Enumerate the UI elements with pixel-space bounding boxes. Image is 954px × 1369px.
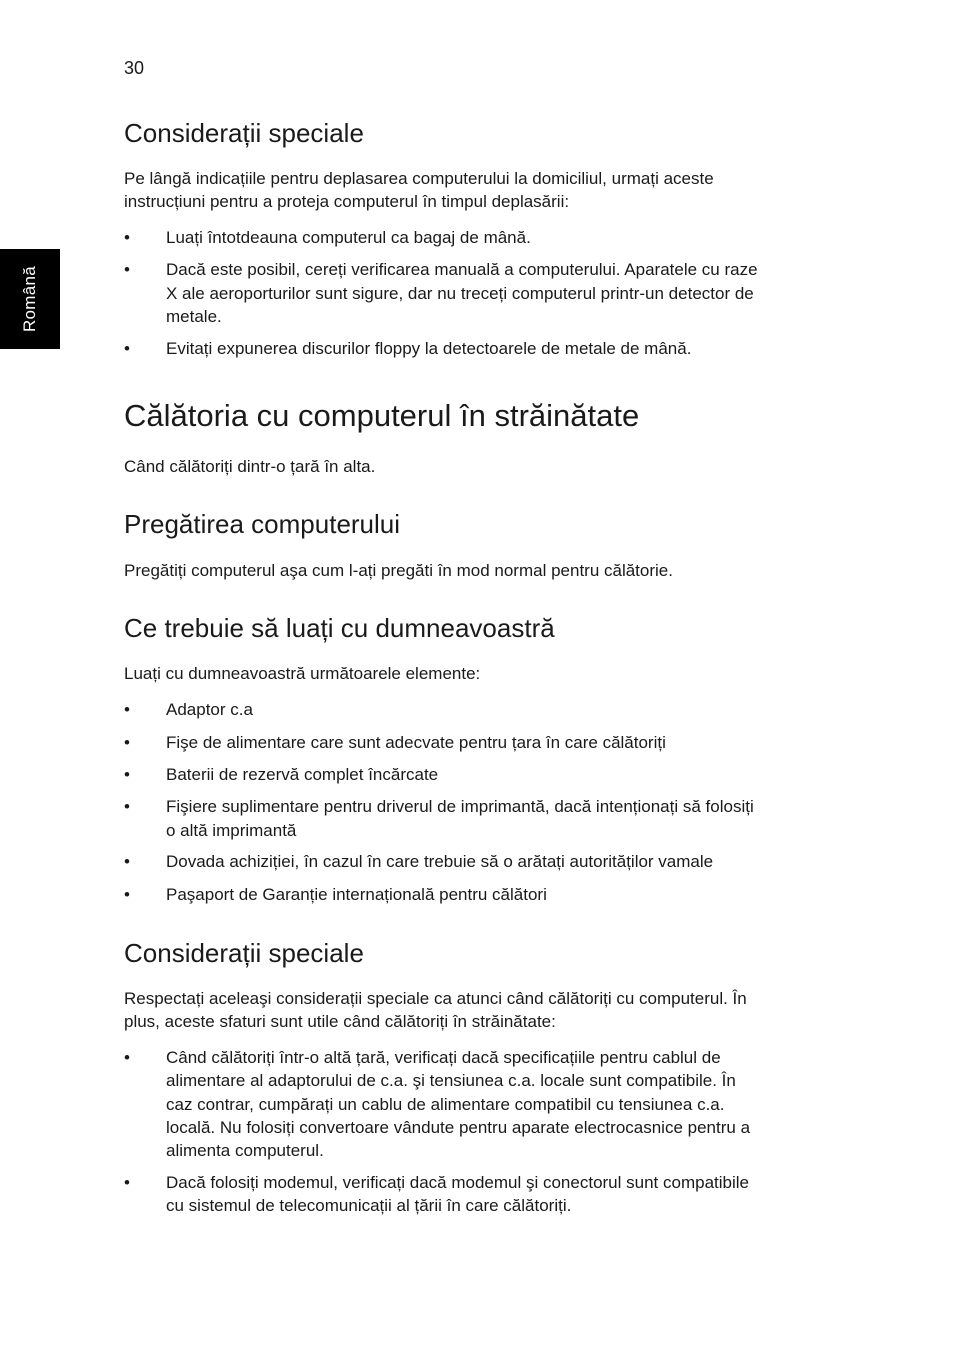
list-item-line: Când călătoriți într-o altă țară, verificați dacă specificațiile pentru cablul de [166,1048,721,1067]
list-item-line: Dacă folosiți modemul, verificați dacă modemul şi conectorul sunt compatibile [166,1173,749,1192]
paragraph-line: plus, aceste sfaturi sunt utile când călătoriți în străinătate: [124,1012,556,1031]
list-item-line: Fişe de alimentare care sunt adecvate pentru țara în care călătoriți [166,733,666,752]
list-item-line: X ale aeroporturilor sunt sigure, dar nu treceți computerul printr-un detector de [166,284,754,303]
bullet-marker: • [124,852,130,871]
bullet-marker: • [124,700,130,719]
list-item-line: Fişiere suplimentare pentru driverul de imprimantă, dacă intenționați să folosiți [166,797,754,816]
bullet-marker: • [124,797,130,816]
list-item-line: Dovada achiziției, în cazul în care trebuie să o arătați autorităților vamale [166,852,714,871]
bullet-marker: • [124,1173,130,1192]
section-heading: Considerații speciale [124,938,364,968]
paragraph-line: Pe lângă indicațiile pentru deplasarea computerului la domiciliul, urmați aceste [124,169,714,188]
bullet-marker: • [124,1048,130,1067]
list-item-line: o altă imprimantă [166,821,297,840]
page-number: 30 [124,58,145,78]
list-item-line: Dacă este posibil, cereți verificarea manuală a computerului. Aparatele cu raze [166,260,758,279]
language-label: Română [20,265,39,333]
paragraph-line: Luați cu dumneavoastră următoarele elemente: [124,664,481,683]
list-item-line: metale. [166,307,222,326]
section-heading: Ce trebuie să luați cu dumneavoastră [124,613,555,643]
language-side-tab [0,249,60,349]
list-item-line: alimenta computerul. [166,1141,324,1160]
list-item-line: caz contrar, cumpărați un cablu de alimentare compatibil cu tensiunea c.a. [166,1095,725,1114]
bullet-marker: • [124,260,130,279]
list-item-line: cu sistemul de telecomunicații al țării în care călătoriți. [166,1196,572,1215]
paragraph-line: Pregătiți computerul aşa cum l-ați pregăti în mod normal pentru călătorie. [124,561,673,580]
list-item-line: Adaptor c.a [166,700,253,719]
paragraph-line: instrucțiuni pentru a proteja computerul în timpul deplasării: [124,192,570,211]
list-item-line: Luați întotdeauna computerul ca bagaj de mână. [166,228,531,247]
list-item-line: Paşaport de Garanție internațională pentru călători [166,885,547,904]
paragraph-line: Respectați aceleaşi considerații speciale ca atunci când călătoriți cu computerul. În [124,989,747,1008]
paragraph-line: Când călătoriți dintr-o țară în alta. [124,457,376,476]
page-title: Călătoria cu computerul în străinătate [124,398,640,433]
list-item-line: Evitați expunerea discurilor floppy la detectoarele de metale de mână. [166,339,692,358]
list-item-line: Baterii de rezervă complet încărcate [166,765,439,784]
list-item-line: locală. Nu folosiți convertoare vândute pentru aparate electrocasnice pentru a [166,1118,751,1137]
section-heading: Considerații speciale [124,118,364,148]
bullet-marker: • [124,339,130,358]
bullet-marker: • [124,733,130,752]
list-item-line: alimentare al adaptorului de c.a. şi tensiunea c.a. locale sunt compatibile. În [166,1071,736,1090]
bullet-marker: • [124,228,130,247]
bullet-marker: • [124,885,130,904]
bullet-marker: • [124,765,130,784]
section-heading: Pregătirea computerului [124,509,401,539]
